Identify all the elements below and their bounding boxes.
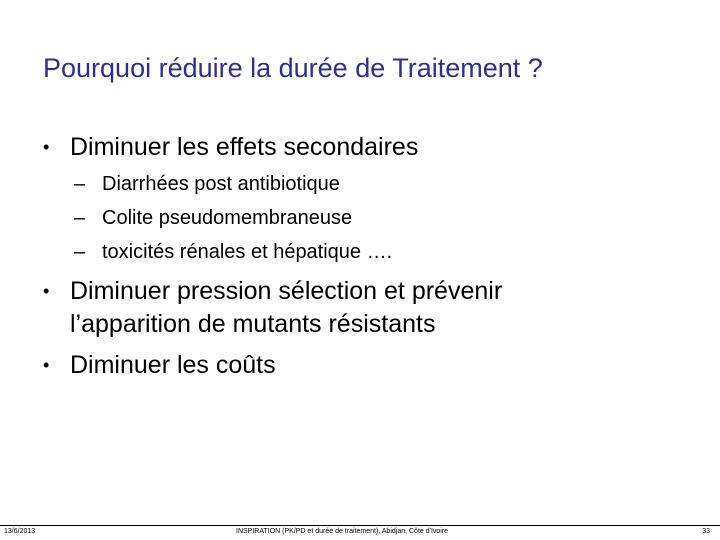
sub-item-text: Diarrhées post antibiotique — [102, 173, 340, 195]
sub-bullet-marker: – — [74, 173, 86, 195]
sub-item-text: toxicités rénales et hépatique …. — [102, 241, 393, 263]
footer-date: 13/6/2013 — [4, 528, 36, 535]
sub-bullet-marker: – — [74, 207, 86, 229]
sub-item-text: Colite pseudomembraneuse — [102, 207, 353, 229]
bullet-marker: • — [43, 281, 50, 301]
bullet-marker: • — [43, 355, 50, 375]
bullet-text-line1: Diminuer pression sélection et prévenir — [70, 277, 503, 305]
footer-divider — [0, 525, 720, 526]
bullet-text: Diminuer les coûts — [70, 351, 276, 379]
page-number: 33 — [702, 528, 710, 535]
sub-bullet-marker: – — [74, 241, 86, 263]
bullet-marker: • — [43, 137, 50, 157]
footer-caption: INSPIRATION (PK/PD et durée de traitement), Abidjan, Côte d'Ivoire — [236, 528, 449, 535]
bullet-text-line2: l’apparition de mutants résistants — [70, 310, 436, 338]
bullet-text: Diminuer les effets secondaires — [70, 133, 419, 161]
slide-title: Pourquoi réduire la durée de Traitement ? — [43, 53, 543, 83]
